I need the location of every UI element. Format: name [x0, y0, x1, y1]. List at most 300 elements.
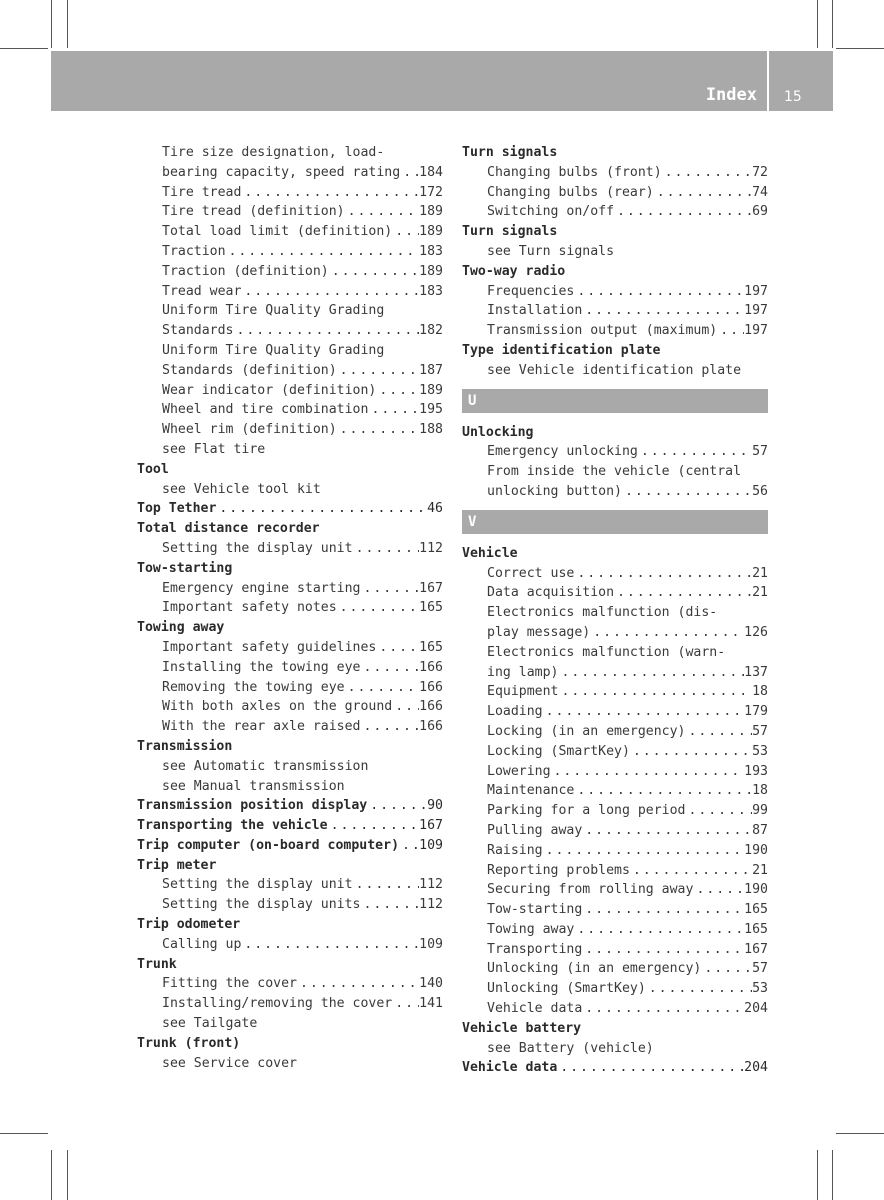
- dot-leader: [361, 895, 420, 915]
- entry-label: see Battery (vehicle): [487, 1040, 654, 1056]
- index-entry: [137, 519, 443, 539]
- entry-label: Transporting: [487, 941, 583, 957]
- index-subentry: [137, 678, 443, 698]
- dot-leader: [361, 579, 420, 599]
- index-entry: [137, 559, 443, 579]
- entry-page-number: 189: [419, 382, 443, 398]
- entry-label: Vehicle data: [487, 1001, 583, 1017]
- entry-page-number: 53: [752, 981, 768, 997]
- entry-page-number: 57: [752, 444, 768, 460]
- entry-page-number: 18: [752, 783, 768, 799]
- entry-label: Trip computer (on-board computer): [137, 837, 400, 853]
- entry-label: see Flat tire: [162, 441, 266, 457]
- entry-label: Locking (SmartKey): [487, 743, 630, 759]
- entry-page-number: 140: [419, 976, 443, 992]
- entry-label: Setting the display unit: [162, 540, 353, 556]
- dot-leader: [582, 940, 744, 960]
- dot-leader: [353, 539, 420, 559]
- entry-page-number: 46: [427, 501, 443, 517]
- entry-label: Trip meter: [137, 857, 217, 873]
- index-entry: [137, 460, 443, 480]
- entry-label: Two-way radio: [462, 263, 566, 279]
- index-column-right: [462, 143, 768, 1078]
- index-subentry: [462, 163, 768, 183]
- crop-mark: [0, 1133, 48, 1134]
- index-subentry: [462, 442, 768, 462]
- entry-page-number: 182: [419, 323, 443, 339]
- index-subentry: [137, 321, 443, 341]
- entry-page-number: 112: [419, 877, 443, 893]
- entry-label: Unlocking (SmartKey): [487, 981, 646, 997]
- entry-label: Changing bulbs (rear): [487, 184, 654, 200]
- index-subentry: [462, 979, 768, 999]
- index-subentry: [137, 361, 443, 381]
- entry-label: Unlocking: [462, 424, 534, 440]
- dot-leader: [717, 321, 744, 341]
- index-subentry: [462, 920, 768, 940]
- dot-leader: [233, 321, 419, 341]
- dot-leader: [337, 361, 420, 381]
- index-subentry: [137, 1054, 443, 1074]
- index-subentry: [462, 999, 768, 1019]
- entry-page-number: 190: [744, 842, 768, 858]
- dot-leader: [557, 1058, 744, 1078]
- dot-leader: [376, 381, 419, 401]
- entry-label: Installing/removing the cover: [162, 996, 393, 1012]
- entry-page-number: 190: [744, 882, 768, 898]
- entry-page-number: 112: [419, 540, 443, 556]
- entry-label: play message): [487, 624, 591, 640]
- entry-label: Trunk (front): [137, 1035, 241, 1051]
- entry-page-number: 141: [419, 996, 443, 1012]
- index-entry: [462, 1019, 768, 1039]
- index-subentry: [137, 1014, 443, 1034]
- dot-leader: [241, 183, 419, 203]
- index-subentry: [137, 242, 443, 262]
- entry-label: Type identification plate: [462, 342, 661, 358]
- entry-label: Total distance recorder: [137, 521, 320, 537]
- entry-page-number: 165: [419, 600, 443, 616]
- crop-mark: [817, 0, 818, 48]
- index-subentry: [462, 301, 768, 321]
- entry-label: Traction (definition): [162, 263, 329, 279]
- entry-label: Pulling away: [487, 822, 583, 838]
- entry-page-number: 126: [744, 624, 768, 640]
- index-entry: [462, 423, 768, 443]
- dot-leader: [630, 742, 752, 762]
- entry-page-number: 18: [752, 684, 768, 700]
- entry-label: Tow-starting: [487, 902, 583, 918]
- entry-label: Emergency unlocking: [487, 444, 638, 460]
- dot-leader: [614, 202, 752, 222]
- index-subentry: [137, 974, 443, 994]
- index-subentry: [462, 861, 768, 881]
- entry-page-number: 204: [744, 1060, 768, 1076]
- index-entry: [137, 856, 443, 876]
- index-subentry: [462, 361, 768, 381]
- index-subentry: [462, 321, 768, 341]
- dot-leader: [328, 816, 420, 836]
- index-column-left: [137, 143, 443, 1073]
- entry-label: ing lamp): [487, 664, 559, 680]
- entry-label: Turn signals: [462, 224, 558, 240]
- index-subentry: [462, 603, 768, 623]
- entry-label: Switching on/off: [487, 204, 615, 220]
- crop-mark: [832, 1150, 833, 1200]
- dot-leader: [686, 801, 753, 821]
- dot-leader: [646, 979, 752, 999]
- entry-page-number: 165: [744, 902, 768, 918]
- index-subentry: [462, 682, 768, 702]
- crop-mark: [67, 0, 68, 48]
- entry-label: Removing the towing eye: [162, 679, 345, 695]
- entry-page-number: 197: [744, 303, 768, 319]
- dot-leader: [574, 920, 744, 940]
- index-entry: [137, 618, 443, 638]
- entry-page-number: 166: [419, 699, 443, 715]
- index-subentry: [137, 539, 443, 559]
- entry-label: From inside the vehicle (central: [487, 464, 742, 480]
- index-entry: [137, 499, 443, 519]
- entry-label: see Service cover: [162, 1055, 297, 1071]
- entry-page-number: 109: [419, 936, 443, 952]
- entry-page-number: 188: [419, 422, 443, 438]
- entry-page-number: 109: [419, 837, 443, 853]
- index-subentry: [462, 841, 768, 861]
- index-subentry: [137, 579, 443, 599]
- entry-label: Standards: [162, 323, 234, 339]
- entry-page-number: 187: [419, 362, 443, 378]
- dot-leader: [582, 999, 744, 1019]
- index-subentry: [137, 598, 443, 618]
- entry-page-number: 21: [752, 862, 768, 878]
- entry-label: Vehicle data: [462, 1060, 558, 1076]
- index-subentry: [462, 663, 768, 683]
- entry-label: Tire tread: [162, 184, 242, 200]
- entry-label: Uniform Tire Quality Grading: [162, 303, 385, 319]
- entry-label: Changing bulbs (front): [487, 164, 662, 180]
- dot-leader: [297, 974, 419, 994]
- entry-label: With both axles on the ground: [162, 699, 393, 715]
- index-entry: [137, 737, 443, 757]
- dot-leader: [400, 163, 419, 183]
- entry-page-number: 87: [752, 822, 768, 838]
- entry-label: Wheel and tire combination: [162, 402, 369, 418]
- entry-label: Lowering: [487, 763, 551, 779]
- entry-page-number: 193: [744, 763, 768, 779]
- entry-page-number: 21: [752, 565, 768, 581]
- index-subentry: [462, 623, 768, 643]
- index-subentry: [137, 282, 443, 302]
- entry-label: Unlocking (in an emergency): [487, 961, 702, 977]
- entry-label: see Automatic transmission: [162, 758, 369, 774]
- crop-mark: [0, 48, 48, 49]
- entry-label: see Tailgate: [162, 1016, 258, 1032]
- entry-page-number: 166: [419, 679, 443, 695]
- index-subentry: [137, 757, 443, 777]
- crop-mark: [832, 0, 833, 48]
- dot-leader: [399, 836, 419, 856]
- entry-label: Tire size designation, load-: [162, 145, 385, 160]
- entry-page-number: 189: [419, 224, 443, 240]
- dot-leader: [392, 994, 419, 1014]
- dot-leader: [582, 900, 744, 920]
- dot-leader: [558, 663, 744, 683]
- dot-leader: [693, 880, 744, 900]
- entry-page-number: 57: [752, 961, 768, 977]
- entry-label: Tire tread (definition): [162, 204, 345, 220]
- index-subentry: [462, 959, 768, 979]
- dot-leader: [574, 781, 752, 801]
- entry-label: With the rear axle raised: [162, 719, 361, 735]
- dot-leader: [630, 861, 752, 881]
- entry-label: Traction: [162, 243, 226, 259]
- index-subentry: [462, 482, 768, 502]
- entry-label: Calling up: [162, 936, 242, 952]
- index-subentry: [137, 480, 443, 500]
- dot-leader: [361, 658, 420, 678]
- entry-label: Emergency engine starting: [162, 580, 361, 596]
- entry-label: Data acquisition: [487, 585, 615, 601]
- index-subentry: [137, 875, 443, 895]
- entry-page-number: 165: [419, 639, 443, 655]
- dot-leader: [543, 702, 745, 722]
- index-subentry: [462, 781, 768, 801]
- index-subentry: [137, 163, 443, 183]
- index-subentry: [462, 722, 768, 742]
- dot-leader: [654, 183, 752, 203]
- dot-leader: [353, 875, 420, 895]
- index-subentry: [137, 658, 443, 678]
- index-subentry: [462, 801, 768, 821]
- entry-label: Electronics malfunction (warn-: [487, 644, 726, 660]
- index-entry: [462, 1058, 768, 1078]
- entry-label: Frequencies: [487, 283, 575, 299]
- index-entry: [137, 1034, 443, 1054]
- index-subentry: [462, 282, 768, 302]
- section-header: V: [462, 510, 768, 534]
- entry-label: Installing the towing eye: [162, 659, 361, 675]
- crop-mark: [67, 1150, 68, 1200]
- index-subentry: [462, 202, 768, 222]
- entry-label: Uniform Tire Quality Grading: [162, 342, 385, 358]
- entry-page-number: 167: [419, 818, 443, 834]
- dot-leader: [368, 400, 419, 420]
- index-subentry: [137, 400, 443, 420]
- entry-label: Correct use: [487, 565, 575, 581]
- entry-label: bearing capacity, speed rating: [162, 164, 401, 180]
- entry-page-number: 137: [744, 664, 768, 680]
- dot-leader: [662, 163, 752, 183]
- entry-label: Parking for a long period: [487, 803, 686, 819]
- page-number-box: [769, 51, 833, 111]
- entry-label: Tow-starting: [137, 560, 233, 576]
- index-subentry: [137, 202, 443, 222]
- index-subentry: [462, 742, 768, 762]
- crop-mark: [51, 0, 52, 48]
- index-entry: [137, 836, 443, 856]
- entry-page-number: 74: [752, 184, 768, 200]
- entry-label: Trip odometer: [137, 917, 241, 933]
- entry-label: Wheel rim (definition): [162, 422, 337, 438]
- dot-leader: [558, 682, 752, 702]
- index-subentry: [137, 222, 443, 242]
- entry-label: Setting the display units: [162, 897, 361, 913]
- entry-label: Total load limit (definition): [162, 224, 393, 240]
- entry-label: Vehicle: [462, 545, 518, 561]
- dot-leader: [216, 499, 427, 519]
- dot-leader: [574, 282, 744, 302]
- entry-label: Trunk: [137, 956, 177, 972]
- entry-label: Setting the display unit: [162, 877, 353, 893]
- entry-page-number: 184: [419, 164, 443, 180]
- index-entry: [462, 222, 768, 242]
- dot-leader: [638, 442, 752, 462]
- entry-label: Raising: [487, 842, 543, 858]
- entry-page-number: 112: [419, 897, 443, 913]
- dot-leader: [582, 301, 744, 321]
- section-header: U: [462, 389, 768, 413]
- index-subentry: [462, 643, 768, 663]
- entry-label: Maintenance: [487, 783, 575, 799]
- index-entry: [137, 915, 443, 935]
- entry-label: Transmission: [137, 738, 233, 754]
- entry-label: Tread wear: [162, 283, 242, 299]
- entry-label: Securing from rolling away: [487, 882, 694, 898]
- entry-label: see Manual transmission: [162, 778, 345, 794]
- index-subentry: [462, 1039, 768, 1059]
- index-subentry: [137, 262, 443, 282]
- index-subentry: [462, 583, 768, 603]
- dot-leader: [701, 959, 752, 979]
- entry-page-number: 99: [752, 803, 768, 819]
- index-subentry: [462, 762, 768, 782]
- index-entry: [462, 143, 768, 163]
- entry-page-number: 53: [752, 743, 768, 759]
- entry-label: Turn signals: [462, 145, 558, 160]
- index-subentry: [137, 420, 443, 440]
- entry-page-number: 56: [752, 483, 768, 499]
- index-subentry: [462, 564, 768, 584]
- entry-label: unlocking button): [487, 483, 622, 499]
- index-subentry: [137, 143, 443, 163]
- entry-page-number: 167: [419, 580, 443, 596]
- index-subentry: [137, 935, 443, 955]
- entry-page-number: 204: [744, 1001, 768, 1017]
- index-subentry: [462, 821, 768, 841]
- index-subentry: [137, 717, 443, 737]
- index-entry: [462, 262, 768, 282]
- entry-page-number: 183: [419, 283, 443, 299]
- entry-page-number: 167: [744, 941, 768, 957]
- entry-label: see Turn signals: [487, 243, 615, 259]
- index-subentry: [462, 702, 768, 722]
- index-subentry: [462, 462, 768, 482]
- header-bar: [51, 51, 767, 111]
- dot-leader: [345, 678, 420, 698]
- entry-label: Standards (definition): [162, 362, 337, 378]
- dot-leader: [574, 564, 752, 584]
- dot-leader: [392, 697, 419, 717]
- index-subentry: [462, 900, 768, 920]
- index-subentry: [137, 301, 443, 321]
- entry-label: Important safety guidelines: [162, 639, 377, 655]
- dot-leader: [337, 598, 420, 618]
- index-subentry: [137, 638, 443, 658]
- entry-label: Locking (in an emergency): [487, 723, 686, 739]
- entry-page-number: 197: [744, 283, 768, 299]
- index-subentry: [462, 183, 768, 203]
- entry-label: Vehicle battery: [462, 1020, 582, 1036]
- entry-page-number: 21: [752, 585, 768, 601]
- dot-leader: [241, 282, 419, 302]
- dot-leader: [367, 796, 427, 816]
- dot-leader: [543, 841, 745, 861]
- dot-leader: [329, 262, 419, 282]
- entry-page-number: 165: [744, 921, 768, 937]
- entry-label: Electronics malfunction (dis-: [487, 605, 718, 621]
- dot-leader: [582, 821, 752, 841]
- crop-mark: [51, 1150, 52, 1200]
- entry-label: Wear indicator (definition): [162, 382, 377, 398]
- dot-leader: [614, 583, 752, 603]
- index-subentry: [137, 381, 443, 401]
- dot-leader: [376, 638, 419, 658]
- dot-leader: [241, 935, 419, 955]
- index-entry: [137, 816, 443, 836]
- crop-mark: [836, 48, 884, 49]
- entry-page-number: 166: [419, 719, 443, 735]
- index-subentry: [137, 994, 443, 1014]
- page-number: 15: [784, 89, 802, 105]
- index-subentry: [462, 880, 768, 900]
- entry-label: Fitting the cover: [162, 976, 297, 992]
- entry-label: see Vehicle tool kit: [162, 481, 321, 497]
- entry-label: Equipment: [487, 684, 559, 700]
- index-subentry: [462, 242, 768, 262]
- crop-mark: [817, 1150, 818, 1200]
- entry-label: Transporting the vehicle: [137, 818, 328, 834]
- crop-mark: [836, 1133, 884, 1134]
- index-entry: [462, 544, 768, 564]
- entry-page-number: 72: [752, 164, 768, 180]
- dot-leader: [392, 222, 419, 242]
- index-entry: [137, 955, 443, 975]
- entry-label: Towing away: [487, 921, 575, 937]
- dot-leader: [337, 420, 420, 440]
- entry-page-number: 183: [419, 243, 443, 259]
- entry-label: see Vehicle identification plate: [487, 362, 742, 378]
- dot-leader: [361, 717, 420, 737]
- index-subentry: [137, 341, 443, 361]
- entry-page-number: 189: [419, 263, 443, 279]
- entry-page-number: 57: [752, 723, 768, 739]
- entry-label: Reporting problems: [487, 862, 630, 878]
- entry-label: Transmission output (maximum): [487, 323, 718, 339]
- index-entry: [462, 341, 768, 361]
- entry-label: Important safety notes: [162, 600, 337, 616]
- index-subentry: [137, 697, 443, 717]
- entry-label: Transmission position display: [137, 798, 368, 814]
- entry-page-number: 90: [427, 798, 443, 814]
- dot-leader: [345, 202, 420, 222]
- index-subentry: [137, 777, 443, 797]
- entry-label: Towing away: [137, 620, 225, 636]
- index-subentry: [137, 440, 443, 460]
- entry-page-number: 172: [419, 184, 443, 200]
- entry-page-number: 189: [419, 204, 443, 220]
- index-subentry: [462, 940, 768, 960]
